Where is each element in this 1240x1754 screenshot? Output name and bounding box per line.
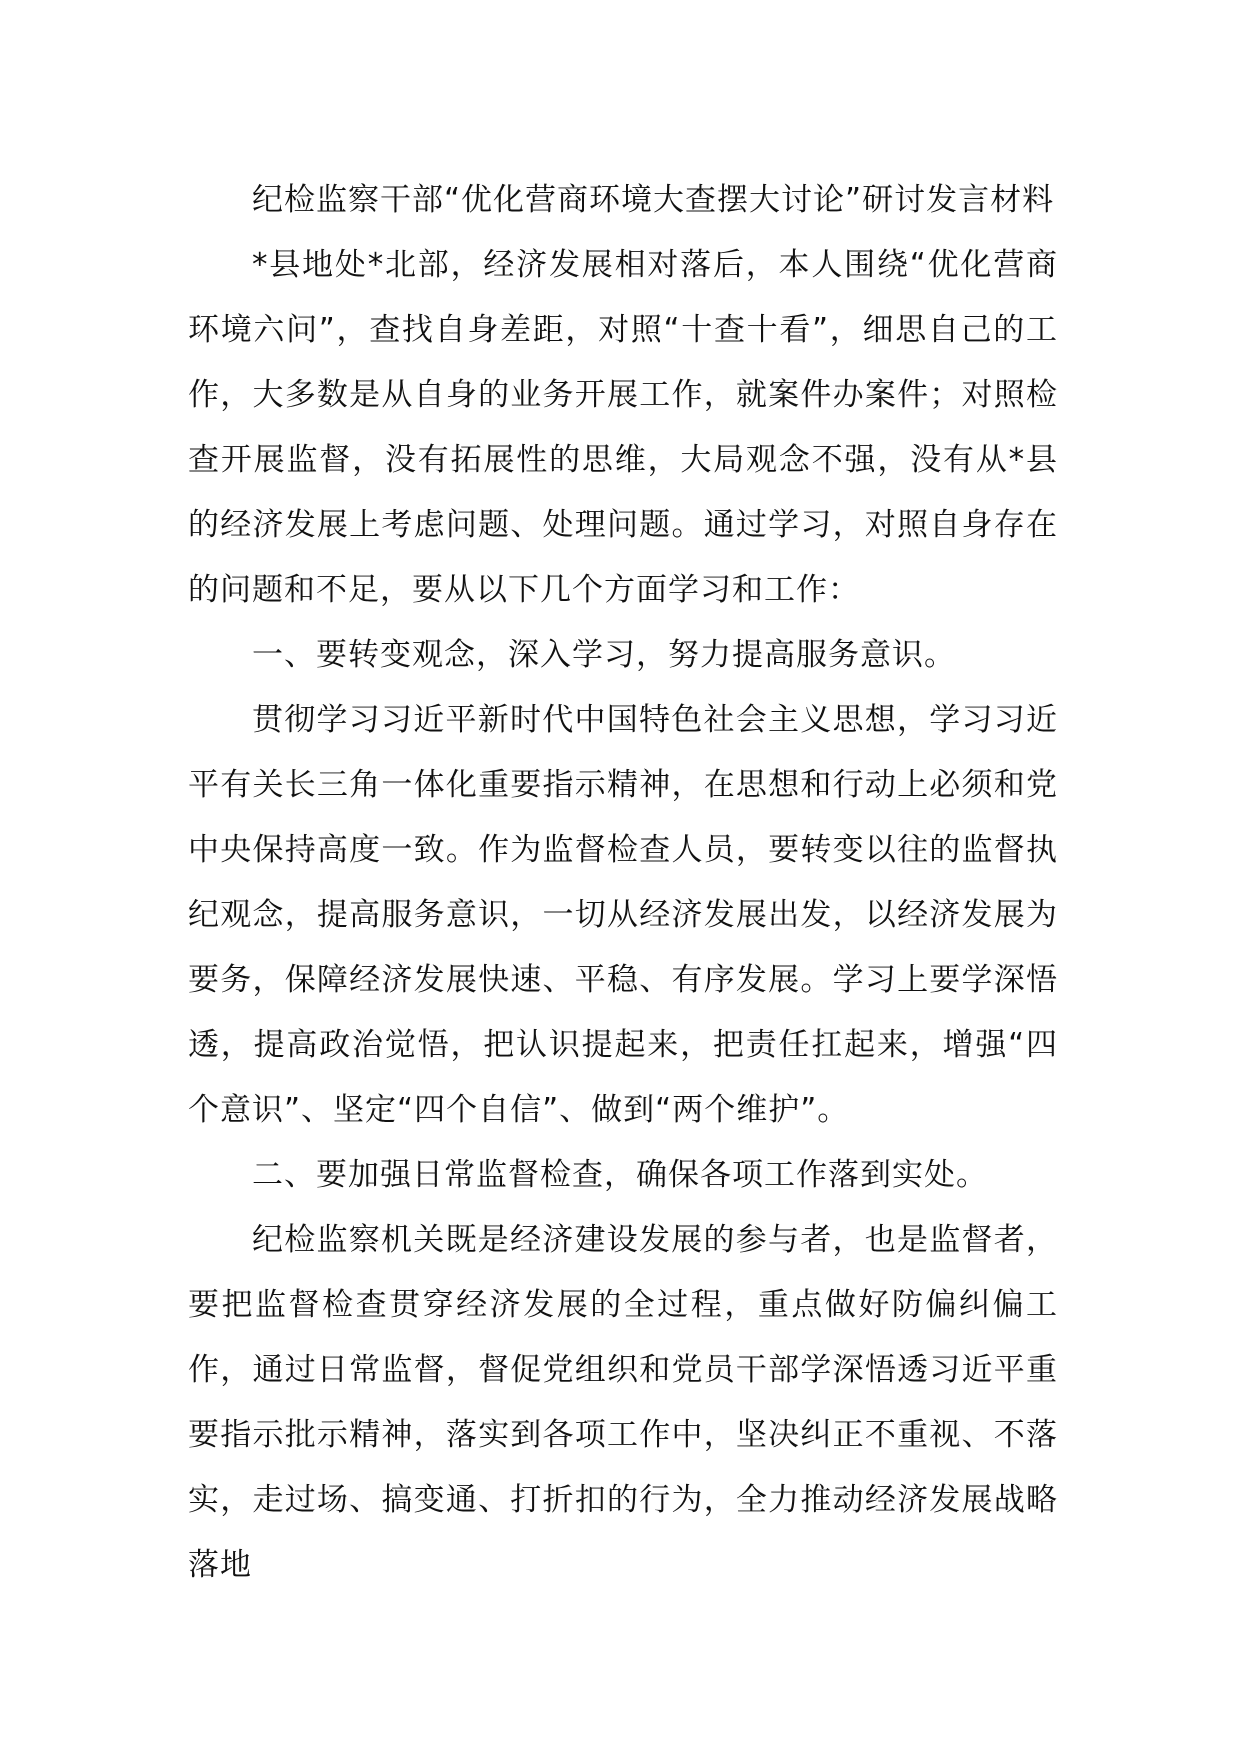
paragraph-section-2: 纪检监察机关既是经济建设发展的参与者，也是监督者，要把监督检查贯穿经济发展的全过程，重点做好防偏纠偏工作，通过日常监督，督促党组织和党员干部学深悟透习近平重要指示批示精神，落实到各项工作中，坚决纠正不重视、不落实，走过场、搞变通、打折扣的行为，全力推动经济发展战略落地 (188, 1222, 1058, 1583)
paragraph-intro: *县地处*北部，经济发展相对落后，本人围绕“优化营商环境六问”，查找自身差距，对照“十查十看”，细思自己的工作，大多数是从自身的业务开展工作，就案件办案件；对照检查开展监督，没有拓展性的思维，大局观念不强，没有从*县的经济发展上考虑问题、处理问题。通过学习，对照自身存在的问题和不足，要从以下几个方面学习和工作： (188, 247, 1058, 608)
section-heading-1: 一、要转变观念，深入学习，努力提高服务意识。 (252, 637, 956, 673)
document-title: 纪检监察干部“优化营商环境大查摆大讨论”研讨发言材料 (252, 182, 1055, 218)
paragraph-section-1: 贯彻学习习近平新时代中国特色社会主义思想，学习习近平有关长三角一体化重要指示精神，在思想和行动上必须和党中央保持高度一致。作为监督检查人员，要转变以往的监督执纪观念，提高服务意识，一切从经济发展出发，以经济发展为要务，保障经济发展快速、平稳、有序发展。学习上要学深悟透，提高政治觉悟，把认识提起来，把责任扛起来，增强“四个意识”、坚定“四个自信”、做到“两个维护”。 (188, 702, 1058, 1128)
document-body (188, 168, 1058, 1598)
section-heading-2: 二、要加强日常监督检查，确保各项工作落到实处。 (252, 1157, 988, 1193)
